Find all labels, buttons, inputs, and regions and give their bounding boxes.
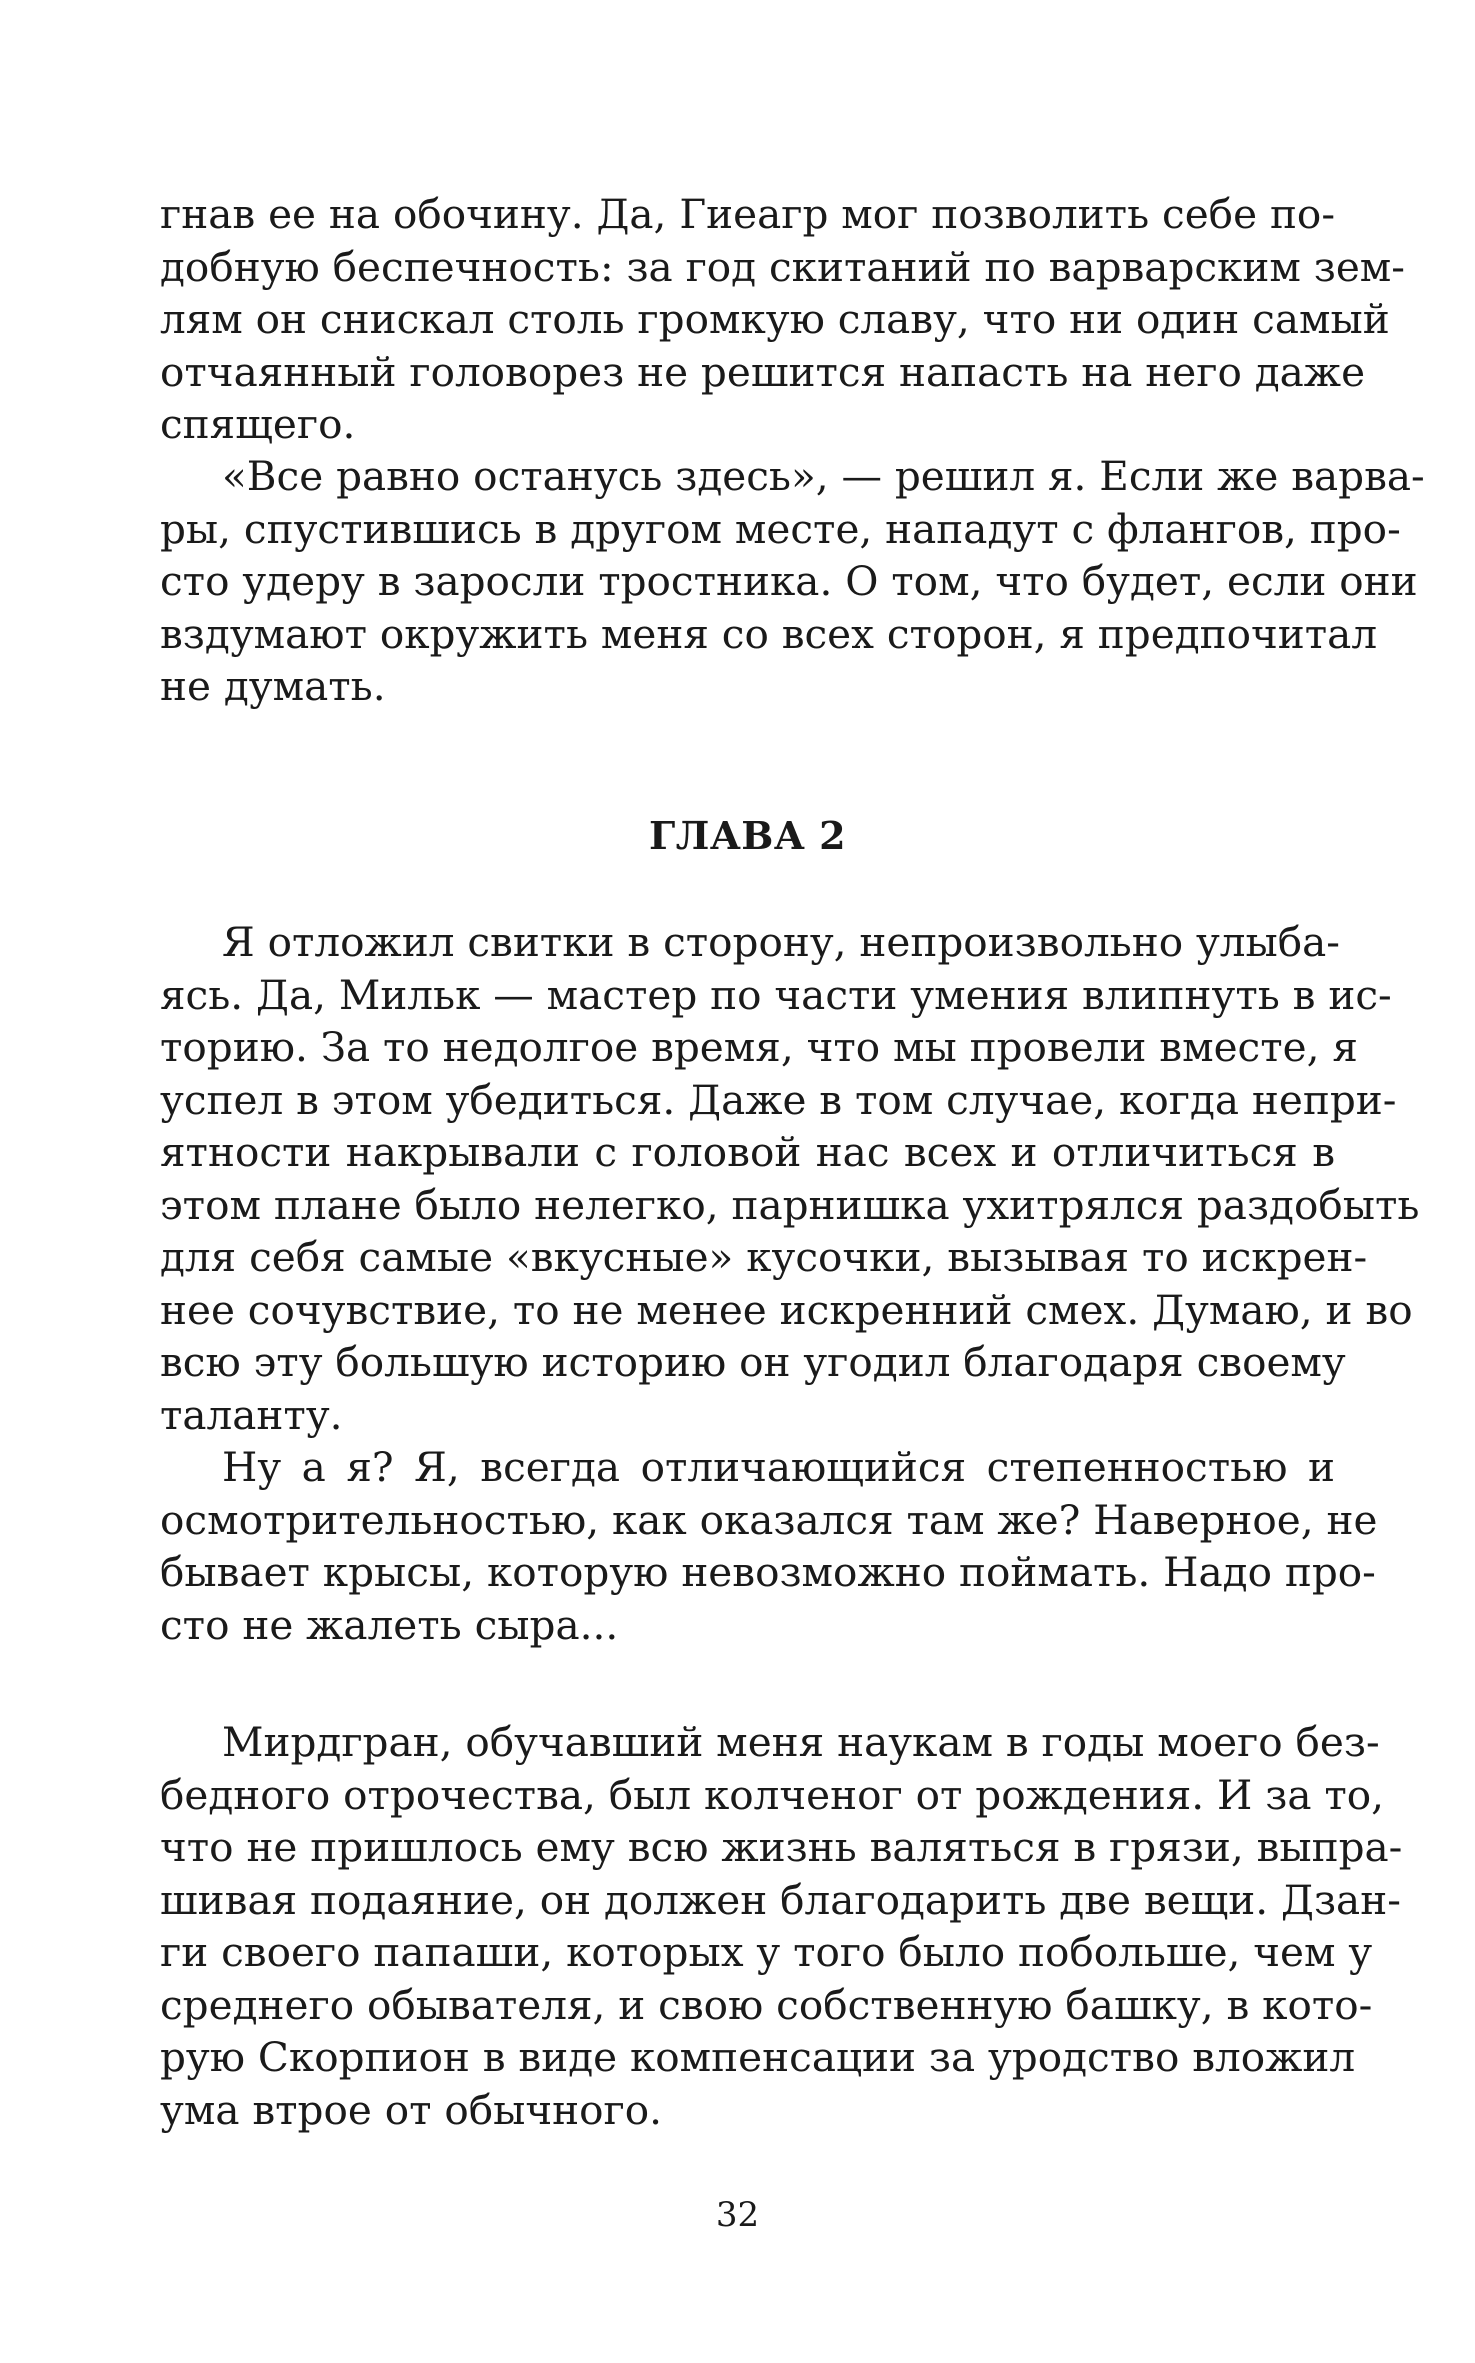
text-line: Ну а я? Я, всегда отличающийся степенностью и	[222, 1443, 1335, 1491]
paragraph-4	[160, 1441, 1378, 1651]
text-line: этом плане было нелегко, парнишка ухитрялся раздобыть	[160, 1180, 1420, 1229]
text-line: сто не жалеть сыра...	[160, 1600, 619, 1649]
text-line: сто удеру в заросли тростника. О том, что будет, если они	[160, 557, 1418, 605]
text-line: добную беспечность: за год скитаний по варварским зем-	[160, 242, 1405, 291]
text-line: не думать.	[160, 662, 386, 710]
paragraph-1	[160, 188, 1405, 451]
text-line: осмотрительностью, как оказался там же? Наверное, не	[160, 1495, 1378, 1544]
text-line: ясь. Да, Мильк — мастер по части умения влипнуть в ис-	[160, 970, 1392, 1019]
paragraph-2	[160, 450, 1425, 713]
text-line: всю эту большую историю он угодил благодаря своему	[160, 1338, 1346, 1386]
text-line: отчаянный головорез не решится напасть на него даже	[160, 347, 1366, 396]
text-line: ги своего папаши, которых у того было побольше, чем у	[160, 1928, 1373, 1976]
text-line: Я отложил свитки в сторону, непроизвольно улыба-	[222, 918, 1340, 966]
text-line: бедного отрочества, был колченог от рождения. И за то,	[160, 1770, 1384, 1819]
text-line: ума втрое от обычного.	[160, 2085, 662, 2134]
text-line: для себя самые «вкусные» кусочки, вызывая то искрен-	[160, 1233, 1368, 1281]
text-line: ятности накрывали с головой нас всех и отличиться в	[160, 1128, 1335, 1176]
text-line: спящего.	[160, 400, 356, 448]
text-line: бывает крысы, которую невозможно поймать. Надо про-	[160, 1548, 1376, 1596]
text-line: вздумают окружить меня со всех сторон, я предпочитал	[160, 609, 1378, 658]
text-line: шивая подаяние, он должен благодарить две вещи. Дзан-	[160, 1875, 1401, 1924]
text-line: лям он снискал столь громкую славу, что ни один самый	[160, 295, 1390, 343]
text-line: торию. За то недолгое время, что мы провели вместе, я	[160, 1023, 1358, 1071]
text-line: среднего обывателя, и свою собственную башку, в кото-	[160, 1980, 1373, 2029]
text-line: ры, спустившись в другом месте, нападут с флангов, про-	[160, 504, 1401, 553]
text-line: «Все равно останусь здесь», — решил я. Если же варва-	[222, 452, 1425, 500]
text-line: Мирдгран, обучавший меня наукам в годы моего без-	[222, 1718, 1380, 1766]
paragraph-5	[160, 1716, 1403, 2136]
text-line: что не пришлось ему всю жизнь валяться в грязи, выпра-	[160, 1823, 1403, 1871]
page-number: 32	[715, 2195, 760, 2235]
text-line: успел в этом убедиться. Даже в том случае, когда непри-	[160, 1075, 1397, 1124]
paragraph-3	[160, 916, 1420, 1441]
text-line: рую Скорпион в виде компенсации за уродство вложил	[160, 2033, 1356, 2081]
chapter-title: ГЛАВА 2	[648, 813, 847, 858]
text-line: таланту.	[160, 1390, 343, 1439]
text-line: нее сочувствие, то не менее искренний смех. Думаю, и во	[160, 1285, 1413, 1334]
text-line: гнав ее на обочину. Да, Гиеагр мог позволить себе по-	[160, 190, 1335, 238]
